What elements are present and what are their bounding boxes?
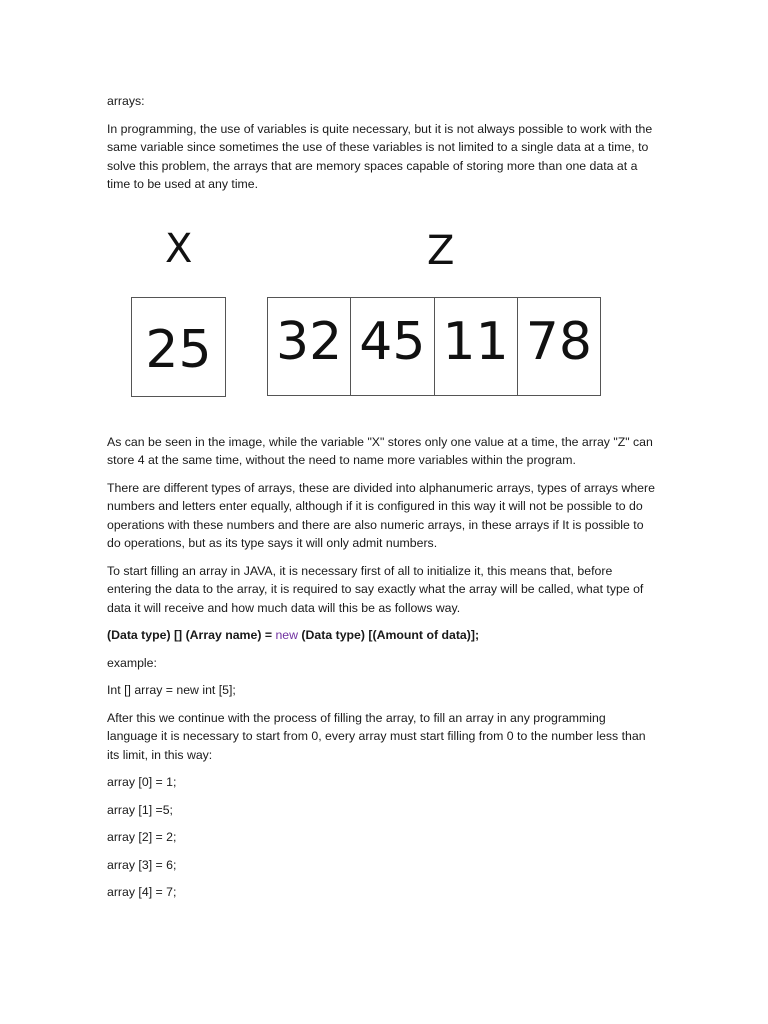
- document-page: [107, 92, 657, 911]
- section-heading: arrays:: [107, 94, 145, 108]
- z-array-cell: 32: [268, 298, 351, 395]
- syntax-part-2: (Data type) [(Amount of data)];: [298, 628, 480, 642]
- x-variable-label: X: [165, 225, 193, 272]
- x-value-box: 25: [131, 297, 226, 397]
- syntax-part-1: (Data type) [] (Array name) =: [107, 628, 276, 642]
- java-intro-paragraph: To start filling an array in JAVA, it is necessary first of all to initialize it, this means that, before entering the data to the array, it is required to say exactly what the array will be called, what type of data it will receive and how much data will this be as follows way.: [107, 563, 644, 615]
- assignment-line: array [2] = 2;: [107, 830, 177, 844]
- z-array-cell: 78: [525, 311, 592, 372]
- z-array-label: Z: [427, 227, 455, 274]
- example-code: Int [] array = new int [5];: [107, 683, 236, 697]
- array-diagram: [107, 203, 657, 433]
- assignment-line: array [0] = 1;: [107, 775, 177, 789]
- assignment-line: array [4] = 7;: [107, 885, 177, 899]
- array-types-paragraph: There are different types of arrays, these are divided into alphanumeric arrays, types of arrays where numbers and letters enter equally, although if it is configured in this way it will not be possible to do operations with these numbers and there are also numeric arrays, in these arrays if It is possible to do operations, but as its type says it will only admit numbers.: [107, 480, 655, 550]
- z-array-cell: 45: [351, 298, 434, 395]
- z-array-cell: 11: [435, 298, 518, 395]
- example-label: example:: [107, 655, 157, 670]
- intro-paragraph: In programming, the use of variables is quite necessary, but it is not always possible to work with the same variable since sometimes the use of these variables is not limited to a single data at a time, to solve this problem, the arrays that are memory spaces capable of storing more than one data at a time to be used at any time.: [107, 121, 653, 191]
- assignment-line: array [3] = 6;: [107, 857, 177, 872]
- z-array-box: [267, 297, 601, 396]
- syntax-keyword-new: new: [275, 628, 299, 642]
- filling-paragraph: After this we continue with the process of filling the array, to fill an array in any programming language it is necessary to start from 0, every array must start filling from 0 to the number less than its limit, in this way:: [107, 710, 646, 762]
- explanation-paragraph: As can be seen in the image, while the variable "X" stores only one value at a time, the array "Z" can store 4 at the same time, without the need to name more variables within the program.: [107, 434, 653, 467]
- assignment-line: array [1] =5;: [107, 802, 173, 817]
- syntax-line: [107, 626, 657, 645]
